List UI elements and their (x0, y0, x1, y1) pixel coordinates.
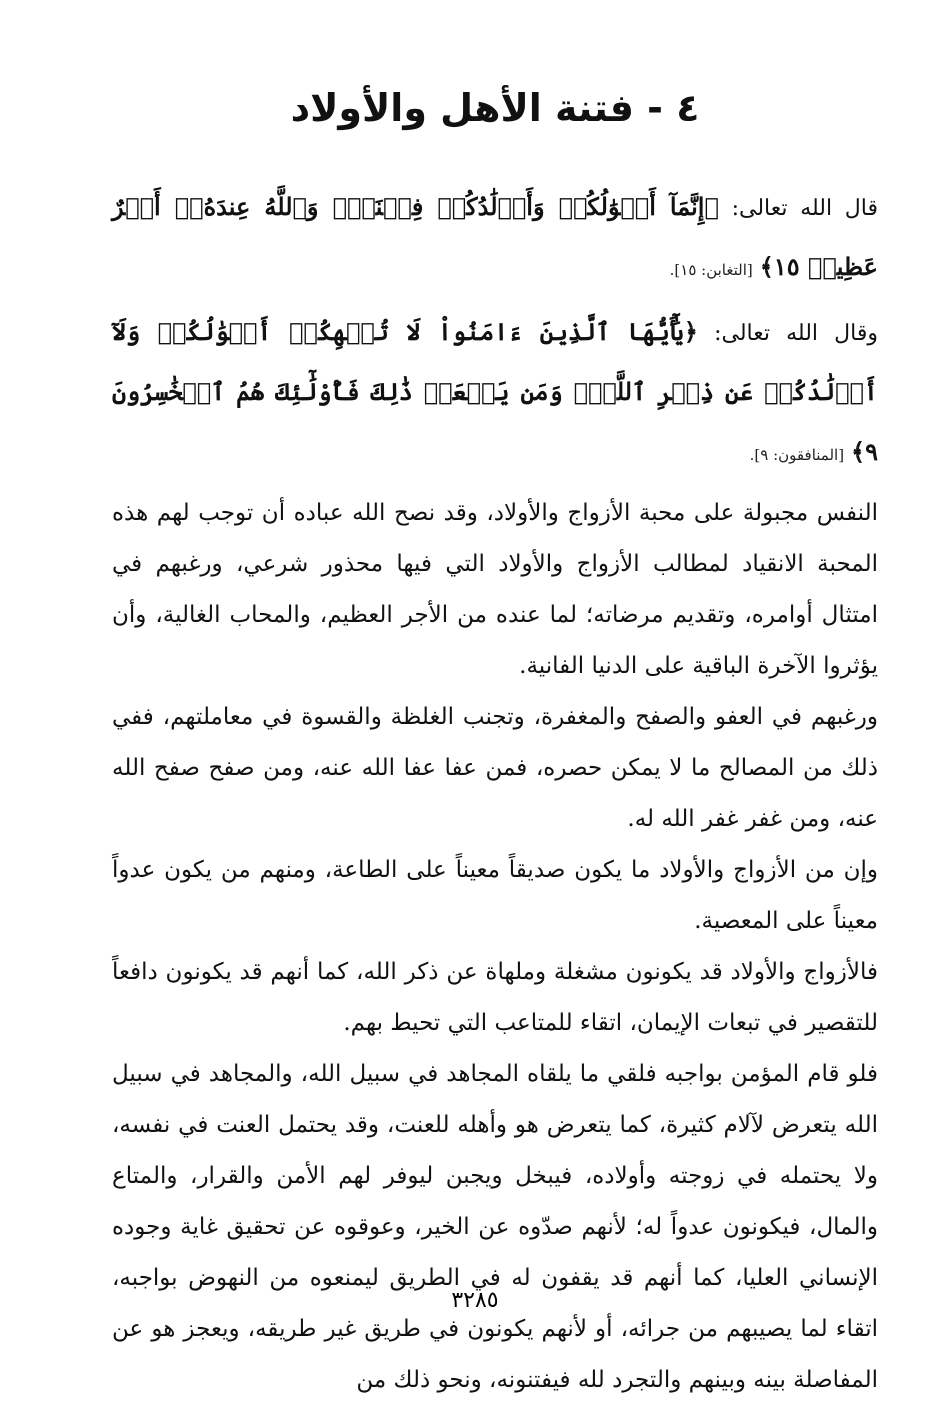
verse-reference: [المنافقون: ٩]. (749, 446, 845, 464)
page-number: ٣٢٨٥ (451, 1288, 499, 1313)
verse-block-1 (112, 178, 878, 299)
paragraph-3: وإن من الأزواج والأولاد ما يكون صديقاً معيناً على الطاعة، ومنهم من يكون عدواً معيناً على المعصية. (112, 857, 878, 934)
verse-intro: قال الله تعالى: (731, 196, 878, 221)
verse-intro: وقال الله تعالى: (714, 321, 878, 346)
paragraph-5: فلو قام المؤمن بواجبه فلقي ما يلقاه المجاهد في سبيل الله، والمجاهد في سبيل الله يتعرض لآلام كثيرة، كما يتعرض هو وأهله للعنت، وقد يحتمل العنت في نفسه، ولا يحتمله في زوجته وأولاده، فيبخل ويجبن ليوفر لهم الأمن والقرار، والمتاع والمال، فيكونون عدواً له؛ لأنهم صدّوه عن الخير، وعوقوه عن تحقيق غاية وجوده الإنساني العليا، كما أنهم قد يقفون له في الطريق ليمنعوه من النهوض بواجبه، اتقاء لما يصيبهم من جرائه، أو لأنهم يكونون في طريق غير طريقه، ويعجز هو عن المفاصلة بينه وبينهم والتجرد لله فيفتنونه، ونحو ذلك من (112, 1061, 878, 1393)
paragraph-4: فالأزواج والأولاد قد يكونون مشغلة وملهاة عن ذكر الله، كما أنهم قد يكونون دافعاً للتقصير في تبعات الإيمان، اتقاء للمتاعب التي تحيط بهم. (112, 959, 878, 1036)
quran-verse: ﴿يَٰٓأَيُّهَا ٱلَّذِينَ ءَامَنُواْ لَا تُلۡهِكُمۡ أَمۡوَٰلُكُمۡ وَلَآ أَوۡلَٰدُكُمۡ عَن ذِكۡرِ ٱللَّهِۚ وَمَن يَفۡعَلۡ ذَٰلِكَ فَأُوْلَٰٓئِكَ هُمُ ٱلۡخَٰسِرُونَ ٩﴾ (112, 317, 878, 466)
paragraph-1: النفس مجبولة على محبة الأزواج والأولاد، وقد نصح الله عباده أن توجب لهم هذه المحبة الانقياد لمطالب الأزواج والأولاد التي فيها محذور شرعي، ورغبهم في امتثال أوامره، وتقديم مرضاته؛ لما عنده من الأجر العظيم، والمحاب الغالية، وأن يؤثروا الآخرة الباقية على الدنيا الفانية. (112, 500, 878, 679)
page-title: ٤ - فتنة الأهل والأولاد (290, 86, 700, 130)
verse-block-2 (112, 303, 878, 484)
verse-reference: [التغابن: ١٥]. (669, 261, 753, 279)
quran-verse: ﴿إِنَّمَآ أَمۡوَٰلُكُمۡ وَأَوۡلَٰدُكُمۡ فِتۡنَةٞۚ وَٱللَّهُ عِندَهُۥٓ أَجۡرٌ عَظِيمٞ ١٥﴾ (112, 192, 878, 281)
paragraph-2: ورغبهم في العفو والصفح والمغفرة، وتجنب الغلظة والقسوة في معاملتهم، ففي ذلك من المصالح ما لا يمكن حصره، فمن عفا عفا الله عنه، ومن صفح صفح الله عنه، ومن غفر غفر الله له. (112, 704, 878, 832)
